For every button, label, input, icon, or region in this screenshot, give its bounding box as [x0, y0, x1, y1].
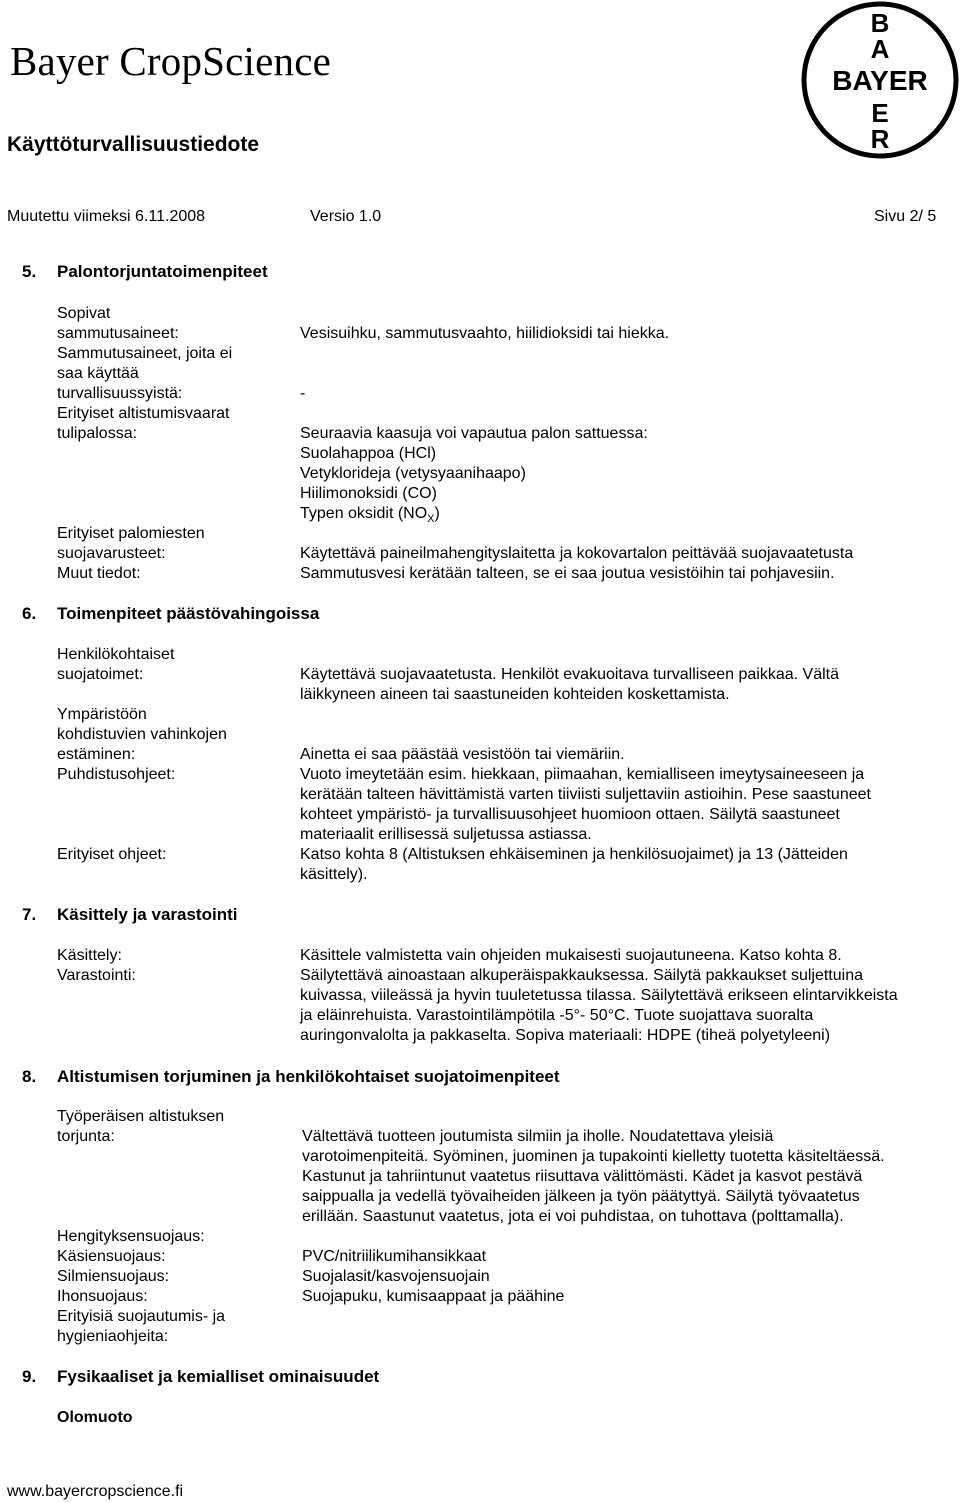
label-line: Muut tiedot:	[57, 565, 141, 582]
label-line: Erityisiä suojautumis- ja	[57, 1308, 226, 1325]
section-5-labels-2	[57, 524, 205, 584]
label-line: hygieniaohjeita:	[57, 1328, 169, 1345]
label-line: suojatoimet:	[57, 666, 144, 683]
cleanup-methods	[300, 765, 871, 845]
unsuitable-agents: -	[300, 385, 306, 402]
section-6-labels-a	[57, 645, 174, 685]
label-line: Erityiset altistumisvaarat	[57, 405, 230, 422]
text-line: kohteet ympäristö- ja turvallisuusohjeet huomioon ottaen. Säilytä saastuneet	[300, 806, 840, 823]
label-line: Varastointi:	[57, 967, 136, 984]
section-7-title: Käsittely ja varastointi	[57, 905, 238, 924]
logo-letter-a: A	[870, 34, 890, 64]
label-line: Ympäristöön	[57, 706, 147, 723]
label-line: sammutusaineet:	[57, 325, 179, 342]
text-line: Suojapuku, kumisaappaat ja päähine	[302, 1288, 565, 1305]
physical-state-label: Olomuoto	[57, 1409, 133, 1426]
environmental-precautions: Ainetta ei saa päästää vesistöön tai viemäriin.	[300, 746, 625, 763]
text-line: Kastunut ja tahriintunut vaatetus riisuttava välittömästi. Kädet ja kasvot pestävä	[302, 1168, 863, 1185]
protective-equipment	[302, 1247, 564, 1307]
firefighter-equipment: Käytettävä paineilmahengityslaitetta ja kokovartalon peittävää suojavaatetusta	[300, 545, 854, 562]
nox-subscript: X	[427, 513, 435, 526]
label-line: torjunta:	[57, 1128, 115, 1145]
text-line: erillään. Saastunut vaatetus, jota ei voi puhdistaa, on tuhottava (polttamalla).	[302, 1208, 844, 1225]
section-5-title: Palontorjuntatoimenpiteet	[57, 262, 268, 281]
label-line: estäminen:	[57, 746, 136, 763]
section-5-number: 5.	[22, 262, 37, 281]
personal-precautions	[300, 665, 839, 705]
text-line: Suojalasit/kasvojensuojain	[302, 1268, 490, 1285]
text-line: kerätään talteen hävittämistä varten tiiviisti suljettaviin astioihin. Pese saastuneet	[300, 786, 871, 803]
text-line: Katso kohta 8 (Altistuksen ehkäiseminen ja henkilösuojaimet) ja 13 (Jätteiden	[300, 846, 848, 863]
label-line: Ihonsuojaus:	[57, 1288, 148, 1305]
text-line: auringonvalolta ja pakkaselta. Sopiva materiaali: HDPE (tiheä polyetyleeni)	[300, 1027, 831, 1044]
footer-url[interactable]: www.bayercropscience.fi	[7, 1483, 184, 1500]
nox-end: )	[434, 505, 440, 522]
exposure-control	[302, 1127, 885, 1227]
text-line: saippualla ja vedellä työvaiheiden jälkeen ja työn päätyttyä. Säilytä työvaatetus	[302, 1188, 860, 1205]
logo-letter-e: E	[871, 98, 889, 128]
section-7-number: 7.	[22, 905, 37, 924]
section-5-labels	[57, 304, 232, 444]
hazard-line: Suolahappoa (HCl)	[300, 445, 437, 462]
text-line: Vuoto imeytetään esim. hiekkaan, piimaahan, kemialliseen imeytysaineeseen ja	[300, 766, 865, 783]
label-line: Silmiensuojaus:	[57, 1268, 170, 1285]
section-6-number: 6.	[22, 604, 37, 623]
section-8-number: 8.	[22, 1067, 37, 1086]
nox-text: Typen oksidit (NO	[300, 505, 428, 522]
label-line: turvallisuussyistä:	[57, 385, 183, 402]
storage-text	[300, 966, 898, 1046]
section-8-labels-b	[57, 1227, 225, 1347]
text-line: Käytettävä suojavaatetusta. Henkilöt evakuoitava turvalliseen paikkaa. Vältä	[300, 666, 839, 683]
special-instructions	[300, 845, 848, 885]
label-line: tulipalossa:	[57, 425, 138, 442]
text-line: ja eläinrehuista. Varastointilämpötila -5°- 50°C. Tuote suojattava suoralta	[300, 1007, 814, 1024]
page-number: Sivu 2/ 5	[874, 208, 937, 225]
label-line: Puhdistusohjeet:	[57, 766, 176, 783]
hazard-line-nox	[300, 504, 648, 524]
section-6-labels-b	[57, 705, 227, 785]
section-8-labels-a	[57, 1107, 224, 1147]
document-title: Käyttöturvallisuustiedote	[7, 133, 260, 156]
hazard-line: Seuraavia kaasuja voi vapautua palon sattuessa:	[300, 425, 648, 442]
section-7-labels	[57, 946, 136, 986]
text-line: läikkyneen aineen tai saastuneiden kohteiden koskettamista.	[300, 686, 730, 703]
logo-bayer: BAYER	[832, 65, 928, 96]
label-line: Henkilökohtaiset	[57, 646, 175, 663]
text-line: PVC/nitriilikumihansikkaat	[302, 1248, 487, 1265]
label-line: Hengityksensuojaus:	[57, 1228, 205, 1245]
fire-hazards	[300, 424, 648, 524]
label-line: Työperäisen altistuksen	[57, 1108, 225, 1125]
section-9-number: 9.	[22, 1367, 37, 1386]
text-line: käsittely).	[300, 866, 368, 883]
logo-letter-r: R	[870, 124, 890, 154]
label-line: Käsiensuojaus:	[57, 1248, 166, 1265]
label-line: Sammutusaineet, joita ei	[57, 345, 233, 362]
handling-text: Käsittele valmistetta vain ohjeiden mukaisesti suojautuneena. Katso kohta 8.	[300, 947, 842, 964]
section-6-title: Toimenpiteet päästövahingoissa	[57, 604, 320, 623]
label-line: kohdistuvien vahinkojen	[57, 726, 227, 743]
bayer-cross-logo	[800, 0, 960, 160]
label-line: Erityiset palomiesten	[57, 525, 205, 542]
hazard-line: Hiilimonoksidi (CO)	[300, 485, 437, 502]
label-line: Sopivat	[57, 305, 111, 322]
text-line: Säilytettävä ainoastaan alkuperäispakkauksessa. Säilytä pakkaukset suljettuina	[300, 967, 863, 984]
text-line: varotoimenpiteitä. Syöminen, juominen ja tupakointi kielletty tuotetta käsiteltäessä.	[302, 1148, 885, 1165]
other-info: Sammutusvesi kerätään talteen, se ei saa joutua vesistöihin tai pohjavesiin.	[300, 565, 835, 582]
label-line: saa käyttää	[57, 365, 139, 382]
revision-date: Muutettu viimeksi 6.11.2008	[7, 208, 206, 225]
label-line: suojavarusteet:	[57, 545, 166, 562]
suitable-agents: Vesisuihku, sammutusvaahto, hiilidioksidi tai hiekka.	[300, 325, 670, 342]
label-line: Käsittely:	[57, 947, 122, 964]
logo-letter-b: B	[870, 8, 890, 38]
section-9-title: Fysikaaliset ja kemialliset ominaisuudet	[57, 1367, 380, 1386]
hazard-line: Vetyklorideja (vetysyaanihaapo)	[300, 465, 526, 482]
section-8-title: Altistumisen torjuminen ja henkilökohtaiset suojatoimenpiteet	[57, 1067, 560, 1086]
section-6-label-c: Erityiset ohjeet:	[57, 846, 167, 863]
text-line: materiaalit erillisessä suljetussa astiassa.	[300, 826, 592, 843]
text-line: kuivassa, viileässä ja hyvin tuuletetussa tilassa. Säilytettävä erikseen elintarvikkeista	[300, 987, 898, 1004]
brand-name: Bayer CropScience	[10, 38, 332, 84]
version: Versio 1.0	[310, 208, 382, 225]
text-line: Vältettävä tuotteen joutumista silmiin ja iholle. Noudatettava yleisiä	[302, 1128, 774, 1145]
